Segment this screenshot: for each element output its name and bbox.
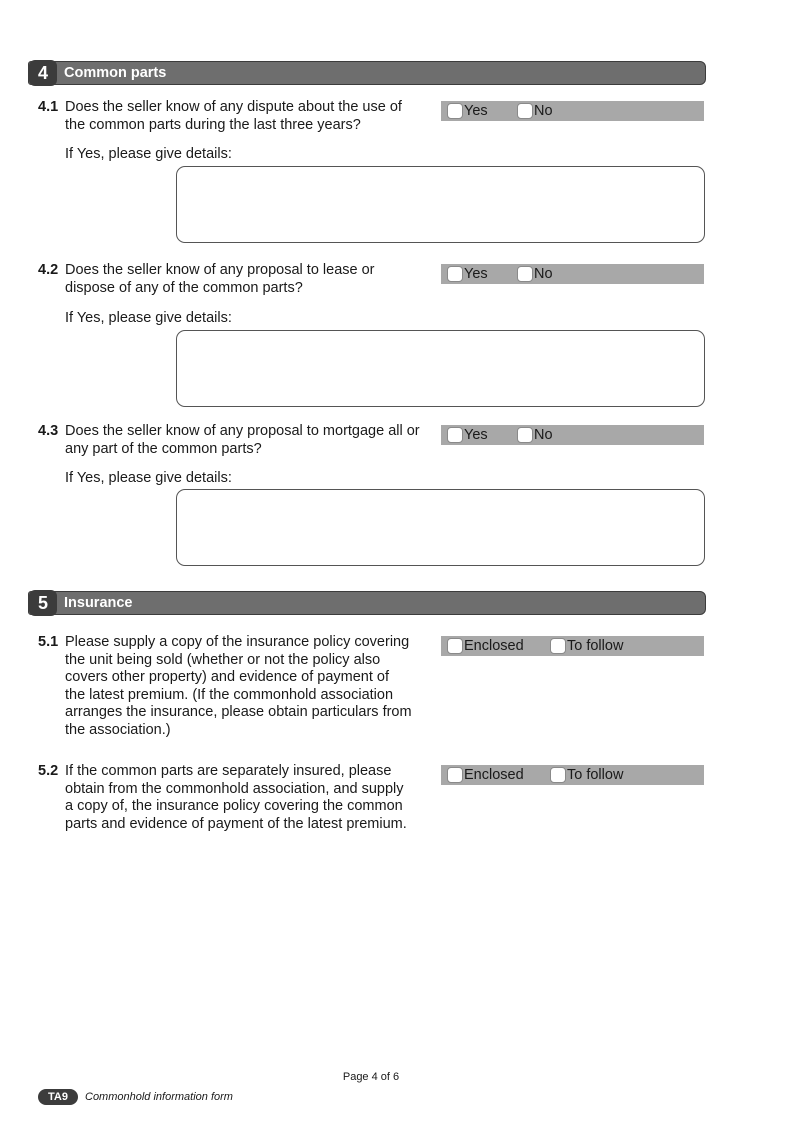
question-number: 4.2 xyxy=(38,262,59,278)
to-follow-label: To follow xyxy=(567,767,624,783)
page-number: Page 4 of 6 xyxy=(342,1071,400,1083)
question-number: 4.1 xyxy=(38,99,59,115)
details-label: If Yes, please give details: xyxy=(65,310,232,326)
no-label: No xyxy=(534,427,553,443)
to-follow-checkbox[interactable] xyxy=(550,767,566,783)
details-textbox[interactable] xyxy=(176,166,705,243)
question-text: Does the seller know of any dispute about the use of the common parts during the last three years? xyxy=(65,99,402,133)
yes-checkbox[interactable] xyxy=(447,266,463,282)
answer-options xyxy=(441,264,704,284)
section-title: Insurance xyxy=(64,595,133,611)
question-text: Please supply a copy of the insurance policy covering the unit being sold (whether or not the policy also covers other property) and evidence of payment of the latest premium. (If the commonhold association arranges the insurance, please obtain particulars from the association.) xyxy=(65,634,412,738)
answer-options xyxy=(441,765,704,785)
enclosed-checkbox[interactable] xyxy=(447,638,463,654)
details-textbox[interactable] xyxy=(176,489,705,566)
question-text: If the common parts are separately insured, please obtain from the commonhold association, and supply a copy of, the insurance policy covering the common parts and evidence of payment of the latest premium. xyxy=(65,763,407,832)
enclosed-label: Enclosed xyxy=(464,638,524,654)
to-follow-checkbox[interactable] xyxy=(550,638,566,654)
question-number: 4.3 xyxy=(38,423,59,439)
no-checkbox[interactable] xyxy=(517,103,533,119)
yes-label: Yes xyxy=(464,427,488,443)
section-header-common-parts xyxy=(28,61,706,85)
section-title: Common parts xyxy=(64,65,167,81)
question-text: Does the seller know of any proposal to mortgage all or any part of the common parts? xyxy=(65,423,420,457)
no-checkbox[interactable] xyxy=(517,266,533,282)
yes-label: Yes xyxy=(464,103,488,119)
answer-options xyxy=(441,636,704,656)
enclosed-checkbox[interactable] xyxy=(447,767,463,783)
enclosed-label: Enclosed xyxy=(464,767,524,783)
to-follow-label: To follow xyxy=(567,638,624,654)
no-label: No xyxy=(534,266,553,282)
yes-label: Yes xyxy=(464,266,488,282)
no-checkbox[interactable] xyxy=(517,427,533,443)
form-code-badge: TA9 xyxy=(38,1089,78,1105)
section-header-insurance xyxy=(28,591,706,615)
details-label: If Yes, please give details: xyxy=(65,146,232,162)
question-number: 5.1 xyxy=(38,634,59,650)
section-number: 5 xyxy=(29,590,57,616)
form-title: Commonhold information form xyxy=(85,1091,233,1103)
details-textbox[interactable] xyxy=(176,330,705,407)
section-number: 4 xyxy=(29,60,57,86)
question-number: 5.2 xyxy=(38,763,59,779)
answer-options xyxy=(441,425,704,445)
answer-options xyxy=(441,101,704,121)
yes-checkbox[interactable] xyxy=(447,427,463,443)
yes-checkbox[interactable] xyxy=(447,103,463,119)
question-text: Does the seller know of any proposal to lease or dispose of any of the common parts? xyxy=(65,262,375,296)
details-label: If Yes, please give details: xyxy=(65,470,232,486)
no-label: No xyxy=(534,103,553,119)
